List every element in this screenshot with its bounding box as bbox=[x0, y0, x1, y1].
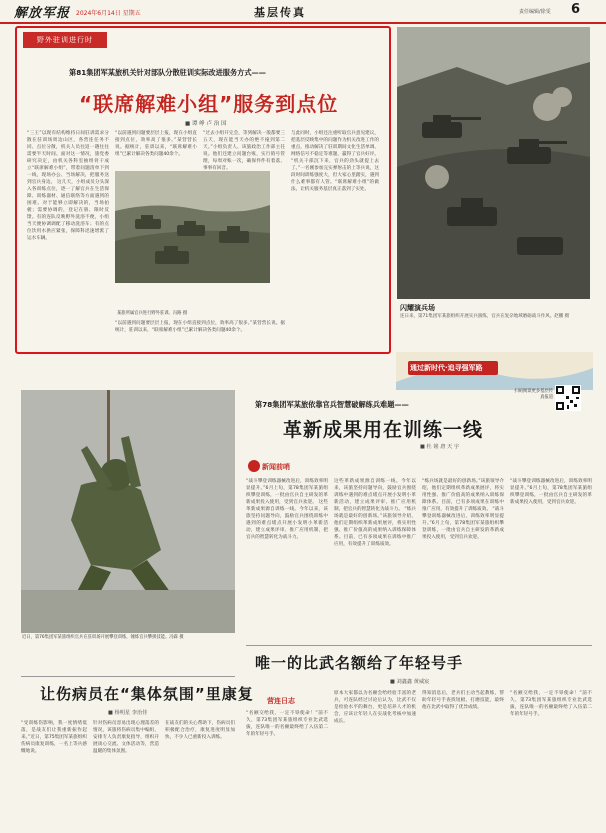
article-paragraph: “三王”以现有结构维持日间驻训需求分散在驻训场周边山区，各营连任务不同、点位分散，机关人员往返一趟往往需要半天时间。面对这一情况，旅党委研究决定，由机关各科室抽组骨干成立“联席解难小组”，带着问题清单下到一线，现场办公、当场解决，把服务送到官兵身边。 bbox=[27, 131, 109, 185]
newspaper-logo: 解放军报 bbox=[14, 6, 71, 21]
article3-column-4 bbox=[510, 690, 592, 825]
article-headline: “联席解难小组”服务到点位 bbox=[79, 92, 339, 116]
article3-paragraph: “名额交给我，一定不辱使命！”前不久，第73集团军某旅组织专业比武选拔，连队唯一的名额最终给了入伍第二年的年轻号手。 bbox=[510, 691, 592, 717]
article4-byline: ■ 杨明星 李治佳 bbox=[108, 710, 148, 716]
masthead bbox=[0, 0, 606, 24]
article3-paragraph: 原本大家都以为名额会给经验丰富的老兵，可连队经过讨论后认为，比武不仅是检验水平的舞台，更是培养人才的机会，应该让年轻人在实战化考核中加速成长。 bbox=[334, 691, 416, 724]
article2-paragraph: “战斗攀登训练器械改进后，训练效率明显提升。”6月上旬，第78集团军某旅组织攀登训练，一批由官兵自主研发的革新成果投入使用，受到官兵欢迎。 bbox=[510, 479, 592, 505]
article-paragraph: “以前遇到问题要层层上报，现在小组直接到点位，效率高了很多。”某营营长说。据统计，驻训以来，“联席解难小组”已累计解决各类问题40余个。 bbox=[115, 321, 285, 333]
section-title: 基层传真 bbox=[254, 6, 306, 19]
article4-headline: 让伤病员在“集体氛围”里康复 bbox=[40, 685, 254, 703]
article-column-bottom bbox=[115, 320, 285, 348]
article-paragraph: “过去小组开完会，等到解决一般都要三五天，现在能当天办的绝不拖到第二天。”小组负责人、该旅政治工作部主任说。他们还建立问题台账，实行销号管理，每周对账一次，确保件件有着落、事事有回音。 bbox=[203, 131, 285, 171]
article-byline: ■ 谭 峥 卢 治 国 bbox=[185, 121, 227, 127]
article2-paragraph: “练兵场就是最好的创新场。”该旅领导介绍，他们定期组织革新成果展评，将实用性强、推广价值高的成果纳入训练保障体系。目前，已有多项成果在训练中推广应用，有效提升了训练质效。 bbox=[334, 507, 416, 547]
qr-caption: 扫码阅读更多基层传真报道 bbox=[514, 389, 553, 400]
sidebar-photo bbox=[397, 27, 590, 299]
article2-paragraph: “练兵场就是最好的创新场。”该旅领导介绍，他们定期组织革新成果展评，将实用性强、推广价值高的成果纳入训练保障体系。目前，已有多项成果在训练中推广应用，有效提升了训练质效。 bbox=[422, 479, 504, 512]
article2-column-4 bbox=[510, 478, 592, 643]
promo-banner-text: 通过新时代·追寻强军路 bbox=[410, 364, 483, 372]
article-paragraph: “机关干部沉下来，官兵的劲头就提上去了。”一名刚参加完实弹射击的上等兵说，这段时间训练强度大，但大家心里踏实，遇到什么难事都有人管。“联席解难小组”的做法，让机关服务基层真正落到了实处。 bbox=[291, 159, 379, 192]
article2-column-3 bbox=[422, 478, 504, 643]
article3-paragraph: “名额交给我，一定不辱使命！”前不久，第73集团军某旅组织专业比武选拔，连队唯一的名额最终给了入伍第二年的年轻号手。 bbox=[246, 711, 328, 737]
article4-column-3 bbox=[165, 720, 235, 825]
article2-byline: ■ 杜 铭 唐 天 宇 bbox=[420, 444, 460, 450]
editor-credit: 责任编辑/徐雯 bbox=[519, 9, 551, 15]
article2-column-2 bbox=[334, 478, 416, 643]
article3-column-2 bbox=[334, 690, 416, 825]
article2-column-1 bbox=[246, 478, 328, 643]
article4-paragraph: 针对伤病员容易出现心理落差的情况，该旅将伤病员集中编组，安排专人负责康复指导，组织开展谈心交流、文体活动等，营造温暖的集体氛围。 bbox=[93, 721, 159, 754]
article3-column-3 bbox=[422, 690, 504, 825]
issue-date: 2024年6月14日 星期五 bbox=[76, 10, 141, 17]
page-number: 6 bbox=[571, 2, 581, 17]
article-column-4 bbox=[291, 130, 379, 345]
article4-paragraph: “受训练伤影响，我一度情绪低落，是战友们让我重新振作起来。”近日，第75集团军某旅组织伤病员康复训练，一名上等兵感慨地说。 bbox=[21, 721, 87, 754]
qr-code-icon[interactable] bbox=[555, 385, 581, 411]
article3-byline: ■ 刘鑫鑫 黄威宸 bbox=[390, 679, 430, 685]
climbing-photo-caption: 近日，第76集团军某旅组织官兵在驻训场开展攀登训练，锤炼官兵攀援技能。冯霖 摄 bbox=[22, 635, 184, 640]
article-paragraph: 这几天，小组成员分头深入各训练点位，逐一了解官兵在生活保障、训练器材、通信联络等方面遇到的困难。对于能够立即解决的，当场拍板；需要协调的，登记在册、限时反馈。有的连队反映野外洗浴不便，小组当天便协调调配了移动洗浴车；有的点位饮用水供应紧张，保障科迅速增派了运水车辆。 bbox=[27, 180, 109, 241]
climbing-training-photo bbox=[21, 390, 235, 633]
article3-paragraph: 得知消息后，老兵们主动当起教练，帮助年轻号手查找短板、打磨技能，最终他在比武中取得了优异成绩。 bbox=[422, 691, 504, 710]
article2-paragraph: 这些革新成果源自训练一线。今年以来，该旅坚持问题导向，鼓励官兵围绕训练中遇到的难点堵点开展小发明小革新活动，建立成果评审、推广应用机制，把官兵的智慧转化为战斗力。 bbox=[246, 500, 328, 540]
tank-convoy-photo bbox=[115, 171, 270, 283]
feature-article bbox=[15, 26, 391, 354]
article4-column-2 bbox=[93, 720, 159, 825]
article2-paragraph: 这些革新成果源自训练一线。今年以来，该旅坚持问题导向，鼓励官兵围绕训练中遇到的难点堵点开展小发明小革新活动，建立成果评审、推广应用机制，把官兵的智慧转化为战斗力。 bbox=[334, 479, 416, 512]
section-divider bbox=[21, 676, 235, 677]
sidebar-photo-caption: 连日来，第71集团军某旅组织开展实兵演练，官兵在复杂地域磨砺战斗作风。赵鹏 摄 bbox=[400, 314, 570, 319]
column-tag: 野外驻训进行时 bbox=[23, 32, 107, 48]
climbing-photo bbox=[21, 390, 235, 633]
article2-kicker: 第78集团军某旅依靠官兵智慧破解练兵难题—— bbox=[255, 400, 409, 409]
exercise-field-photo bbox=[397, 27, 590, 299]
article-photo-caption: 某旅所属官兵进行野外驻训。冯路 摄 bbox=[117, 311, 188, 316]
article-column-1 bbox=[27, 130, 109, 345]
section-divider bbox=[246, 645, 592, 646]
news-label: 新闻前哨 bbox=[262, 463, 290, 471]
article3-column-1 bbox=[246, 710, 328, 825]
article2-paragraph: “战斗攀登训练器械改进后，训练效率明显提升。”6月上旬，第78集团军某旅组织攀登训练，一批由官兵自主研发的革新成果投入使用，受到官兵欢迎。 bbox=[246, 479, 328, 505]
article2-paragraph: “战斗攀登训练器械改进后，训练效率明显提升。”6月上旬，第78集团军某旅组织攀登训练，一批由官兵自主研发的革新成果投入使用，受到官兵欢迎。 bbox=[422, 507, 504, 540]
article-photo bbox=[115, 171, 270, 283]
article4-paragraph: 在战友们的关心帮助下，伤病员们积极配合治疗，康复进度明显加快，不少人已重新投入训练。 bbox=[165, 721, 235, 740]
article2-headline: 革新成果用在训练一线 bbox=[283, 419, 484, 441]
article-paragraph: “以前遇到问题要层层上报，现在小组直接到点位，效率高了很多。”某营营长说。据统计，驻训以来，“联席解难小组”已累计解决各类问题40余个。 bbox=[115, 131, 197, 157]
article3-headline: 唯一的比武名额给了年轻号手 bbox=[255, 654, 464, 672]
log-label: 营连日志 bbox=[267, 697, 295, 705]
article4-column-1 bbox=[21, 720, 87, 825]
sidebar-photo-title: 闪耀演兵场 bbox=[400, 304, 435, 312]
article-kicker: 第81集团军某旅机关针对部队分散驻训实际改进服务方式—— bbox=[69, 68, 266, 77]
article-paragraph: 与此同时，小组还注重听取官兵意见建议，把基层反映集中的问题作为机关改进工作的重点，推动解决了驻训期间文化生活单调、网络信号不稳定等难题，赢得了官兵好评。 bbox=[291, 131, 379, 157]
